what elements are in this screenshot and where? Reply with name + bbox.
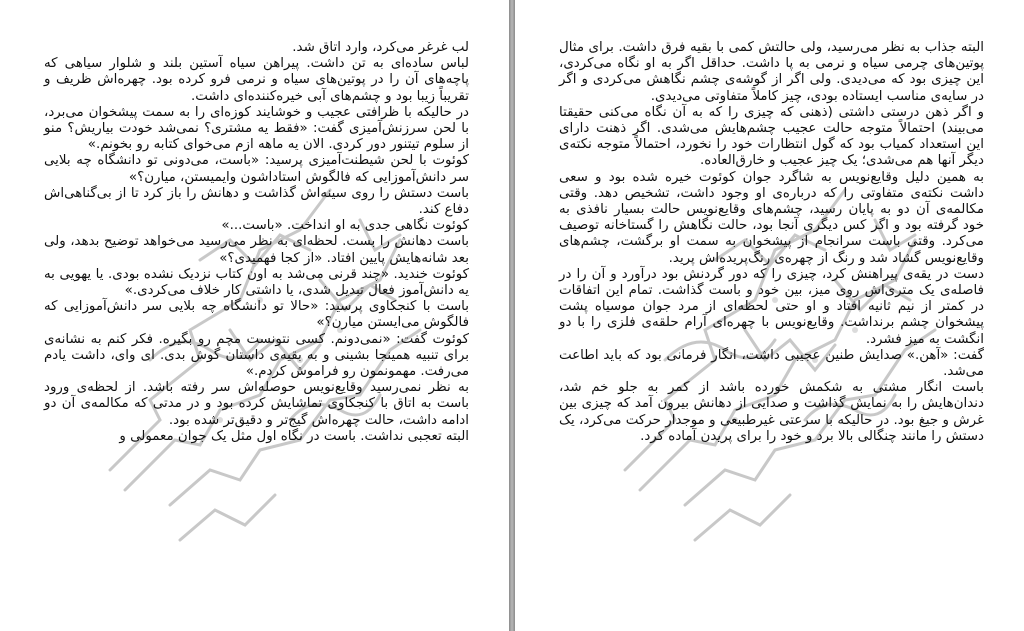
paragraph: گفت: «آهن.» صدایش طنین عجیبی داشت، انگار فرمانی بود که باید اطاعت می‌شد.: [559, 347, 984, 380]
paragraph: کوئوت با لحن شیطنت‌آمیزی پرسید: «باست، می‌دونی تو دانشگاه چه بلایی سر دانش‌آموزایی که فالگوش استاداشون وایمیستن، میارن؟»: [44, 153, 469, 185]
paragraph: البته جذاب به نظر می‌رسید، ولی حالتش کمی با بقیه فرق داشت. برای مثال پوتین‌های چرمی سیاه و نرمی به پا داشت. حداقل اگر به او نگاه می‌کردی، این چیزی بود که می‌دیدی. ولی اگر از گوشه‌ی چشم نگاهش می‌کردی و اگر در سایه‌ی مناسب ایستاده بودی، چیز کاملاً متفاوتی می‌دیدی.: [559, 40, 984, 104]
paragraph: باست دهانش را بست. لحظه‌ای به نظر می‌رسید می‌خواهد توضیح بدهد، ولی بعد شانه‌هایش پایین افتاد. «از کجا فهمیدی؟»: [44, 234, 469, 266]
paragraph: در حالیکه با ظرافتی عجیب و خوشایند کوزه‌ای را به سمت پیشخوان می‌برد، با لحن سرزنش‌آمیزی گفت: «فقط یه مشتری؟ نمی‌شد خودت بیاریش؟ منو از سلوم تیتنور دور کردی. الان یه ماهه ازم می‌خوای کتابه رو بخونم.»: [44, 104, 469, 153]
paragraph: لب غرغر می‌کرد، وارد اتاق شد.: [292, 40, 469, 55]
paragraph: کوئوت نگاهی جدی به او انداخت. «باست...»: [221, 218, 469, 234]
paragraph: به نظر نمی‌رسید وقایع‌نویس حوصله‌اش سر رفته باشد. از لحظه‌ی ورود باست به اتاق با کنجکاوی تماشایش کرده بود و در مدتی که مکالمه‌ی آن دو ادامه داشت، حالت چهره‌اش گیج‌تر و دقیق‌تر شده بود.: [44, 380, 469, 428]
left-page-text: [44, 40, 469, 445]
paragraph: و اگر ذهن درستی داشتی (ذهنی که چیزی را که به آن نگاه می‌کنی حقیقتا می‌بیند) احتمالاً متوجه حالت عجیب چشم‌هایش می‌شدی. اگر ذهنت دارای این استعداد کمیاب بود که گول انتظارات خود را نخورد، احتمالاً متوجه نکته‌ی دیگر آنها هم می‌شدی؛ یک چیز عجیب و خارق‌العاده.: [559, 104, 984, 169]
paragraph: باست با کنجکاوی پرسید: «حالا تو دانشگاه چه بلایی سر دانش‌آموزایی که فالگوش می‌ایستن میارن؟»: [44, 299, 469, 331]
paragraph: باست دستش را روی سینه‌اش گذاشت و دهانش را باز کرد تا از بی‌گناهی‌اش دفاع کند.: [44, 185, 469, 218]
paragraph: کوئوت گفت: «نمی‌دونم. کسی نتونست مچم رو بگیره. فکر کنم به نشانه‌ی برای تنبیه همینجا بشینی و به بقیه‌ی داستان گوش بدی. ای وای، داشت یادم می‌رفت. مهمونمون رو فراموش کردم.»: [44, 331, 469, 380]
paragraph: دست در یقه‌ی پیراهنش کرد، چیزی را که دور گردنش بود درآورد و آن را در فاصله‌ی یک متری‌اش روی میز، بین خود و باست گذاشت. تمام این اتفاقات در کمتر از نیم ثانیه افتاد و او حتی لحظه‌ای از مرد جوان مو‌سیاه پشت پیشخوان چشم برنداشت. وقایع‌نویس با چهره‌ای آرام حلقه‌ی فلزی را با دو انگشت به میز فشرد.: [559, 266, 984, 347]
left-page: [0, 0, 509, 631]
paragraph: باست انگار مشتی به شکمش خورده باشد از کمر به جلو خم شد، دندان‌هایش را به نمایش گذاشت و صدایی از دهانش بیرون آمد که چیزی بین غرش و جیغ بود. در حالیکه با سرعتی غیرطبیعی و موجدار حرکت می‌کرد، یک دستش را مانند چنگالی بالا برد و خود را برای پریدن آماده کرد.: [559, 380, 984, 444]
right-page-text: [559, 40, 984, 445]
paragraph: البته تعجبی نداشت. باست در نگاه اول مثل یک جوان معمولی و: [119, 428, 469, 444]
paragraph: لباس ساده‌ای به تن داشت. پیراهن سیاه آستین بلند و شلوار سیاهی که پاچه‌های آن را در پوتین‌های سیاه و نرمی فرو کرده بود. چهره‌اش ظریف و تقریباً زیبا بود و چشم‌های آبی خیره‌کننده‌ای داشت.: [44, 56, 469, 104]
paragraph: به همین دلیل وقایع‌نویس به شاگرد جوان کوئوت خیره شده بود و سعی داشت نکته‌ی متفاوتی را که درباره‌ی او وجود داشت، تشخیص دهد. وقتی مکالمه‌ی آن دو به پایان رسید، چشم‌های وقایع‌نویس حالت بسیار نافذی به خود گرفته بود و اگر کس دیگری آنجا بود، حالت نگاهش را گستاخانه توصیف می‌کرد. وقتی باست سرانجام از پیشخوان به سمت او برگشت، چشم‌های وقایع‌نویس گشاد شد و رنگ از چهره‌ی رنگ‌پریده‌اش پرید.: [559, 169, 984, 266]
paragraph: کوئوت خندید. «چند قرنی می‌شد به اون کتاب نزدیک نشده بودی. یا یهویی به یه دانش‌آموز فعال تبدیل شدی، یا داشتی کار خلاف می‌کردی.»: [44, 266, 469, 299]
right-page: [515, 0, 1024, 631]
